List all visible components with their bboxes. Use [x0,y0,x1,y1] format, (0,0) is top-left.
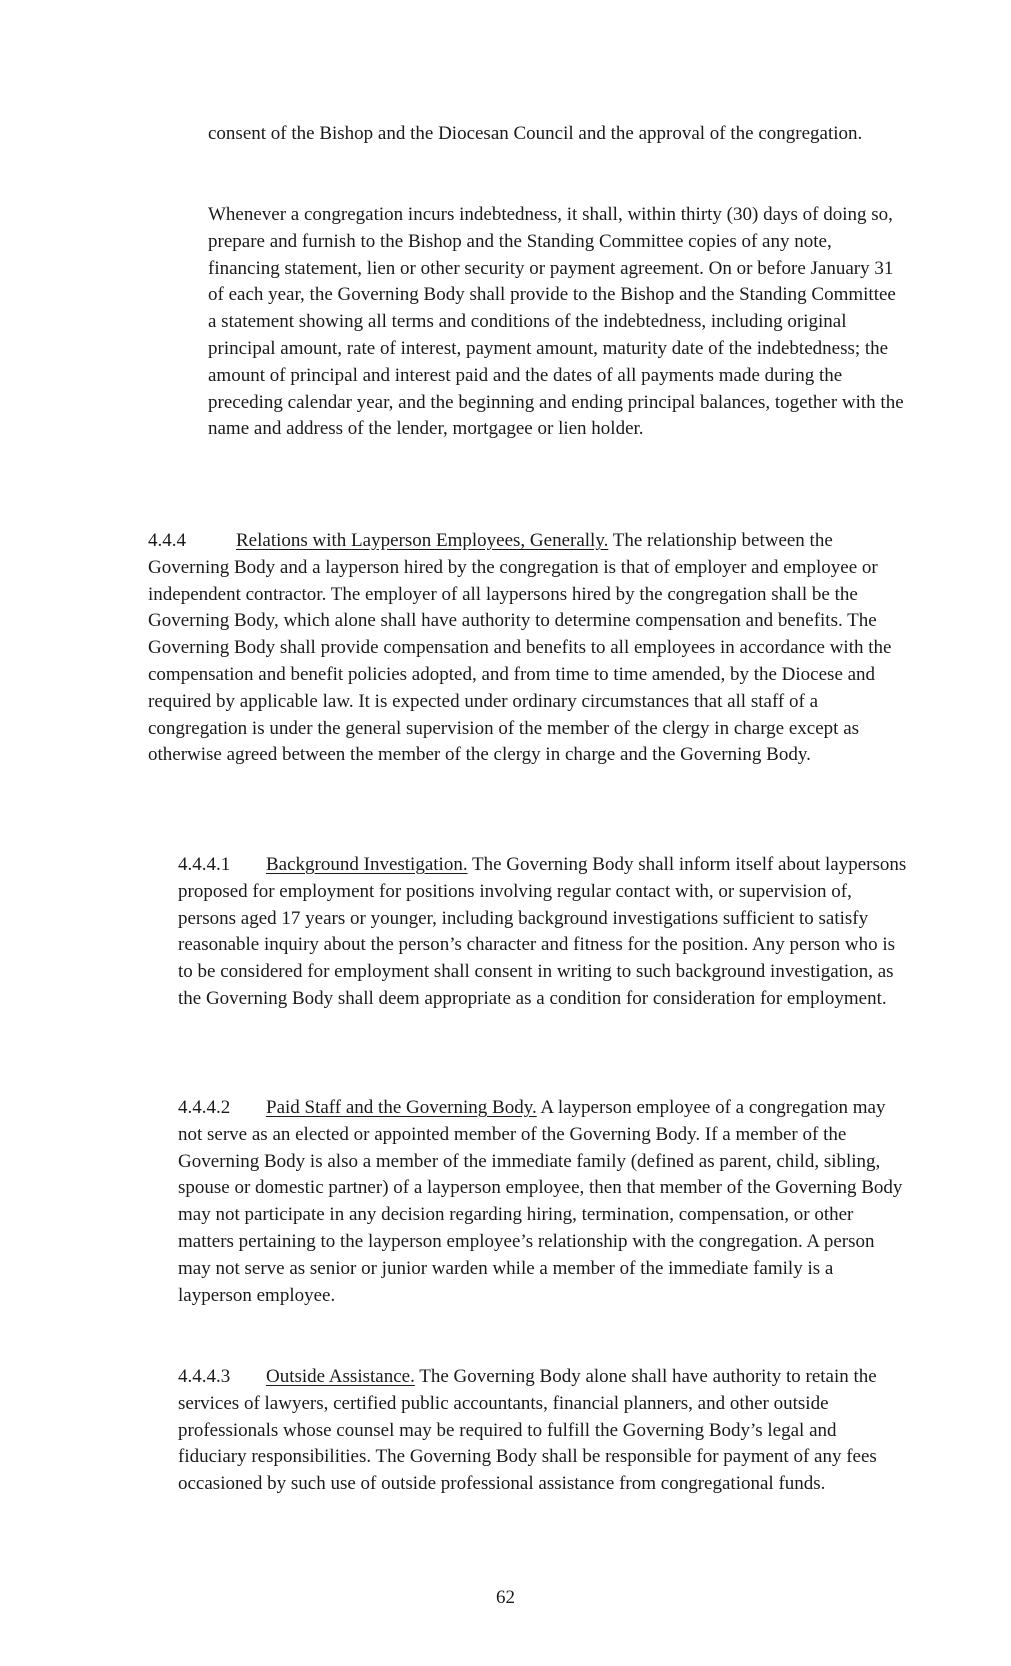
section-number: 4.4.4.2 [178,1097,231,1118]
section-4-4-4 [148,528,908,769]
indebtedness-paragraph: Whenever a congregation incurs indebtedness, it shall, within thirty (30) days of doing so, prepare and furnish to the Bishop and the Standing Committee copies of any note, financing statement, lien or other security or payment agreement. On or before January 31 of each year, the Governing Body shall provide to the Bishop and the Standing Committee a statement showing all terms and conditions of the indebtedness, including original principal amount, rate of interest, payment amount, maturity date of the indebtedness; the amount of principal and interest paid and the dates of all payments made during the preceding calendar year, and the beginning and ending principal balances, together with the name and address of the lender, mortgagee or lien holder. [208,204,904,440]
section-heading: Relations with Layperson Employees, Generally. [236,530,609,551]
section-body: The Governing Body shall inform itself about laypersons proposed for employment for positions involving regular contact with, or supervision of, persons aged 17 years or younger, including background investigations sufficient to satisfy reasonable inquiry about the person’s character and fitness for the position. Any person who is to be considered for employment shall consent in writing to such background investigation, as the Governing Body shall deem appropriate as a condition for consideration for employment. [178,854,907,1009]
page-number: 62 [496,1587,515,1608]
section-number: 4.4.4.1 [178,854,231,875]
continuation-paragraph: consent of the Bishop and the Diocesan Council and the approval of the congregation. [208,123,863,144]
section-heading: Paid Staff and the Governing Body. [266,1097,537,1118]
section-body: A layperson employee of a congregation may not serve as an elected or appointed member of the Governing Body. If a member of the Governing Body is also a member of the immediate family (defined as parent, child, sibling, spouse or domestic partner) of a layperson employee, then that member of the Governing Body may not participate in any decision regarding hiring, termination, compensation, or other matters pertaining to the layperson employee’s relationship with the congregation. A person may not serve as senior or junior warden while a member of the immediate family is a layperson employee. [178,1097,903,1306]
section-4-4-4-1 [178,852,908,1013]
section-heading: Background Investigation. [266,854,468,875]
section-number: 4.4.4 [148,530,186,551]
section-4-4-4-3 [178,1364,908,1498]
section-body: The Governing Body alone shall have authority to retain the services of lawyers, certified public accountants, financial planners, and other outside professionals whose counsel may be required to fulfill the Governing Body’s legal and fiduciary responsibilities. The Governing Body shall be responsible for payment of any fees occasioned by such use of outside professional assistance from congregational funds. [178,1366,877,1495]
section-heading: Outside Assistance. [266,1366,415,1387]
section-body: The relationship between the Governing Body and a layperson hired by the congregation is that of employer and employee or independent contractor. The employer of all laypersons hired by the congregation shall be the Governing Body, which alone shall have authority to determine compensation and benefits. The Governing Body shall provide compensation and benefits to all employees in accordance with the compensation and benefit policies adopted, and from time to time amended, by the Diocese and required by applicable law. It is expected under ordinary circumstances that all staff of a congregation is under the general supervision of the member of the clergy in charge except as otherwise agreed between the member of the clergy in charge and the Governing Body. [148,530,892,766]
section-number: 4.4.4.3 [178,1366,231,1387]
section-4-4-4-2 [178,1095,908,1309]
